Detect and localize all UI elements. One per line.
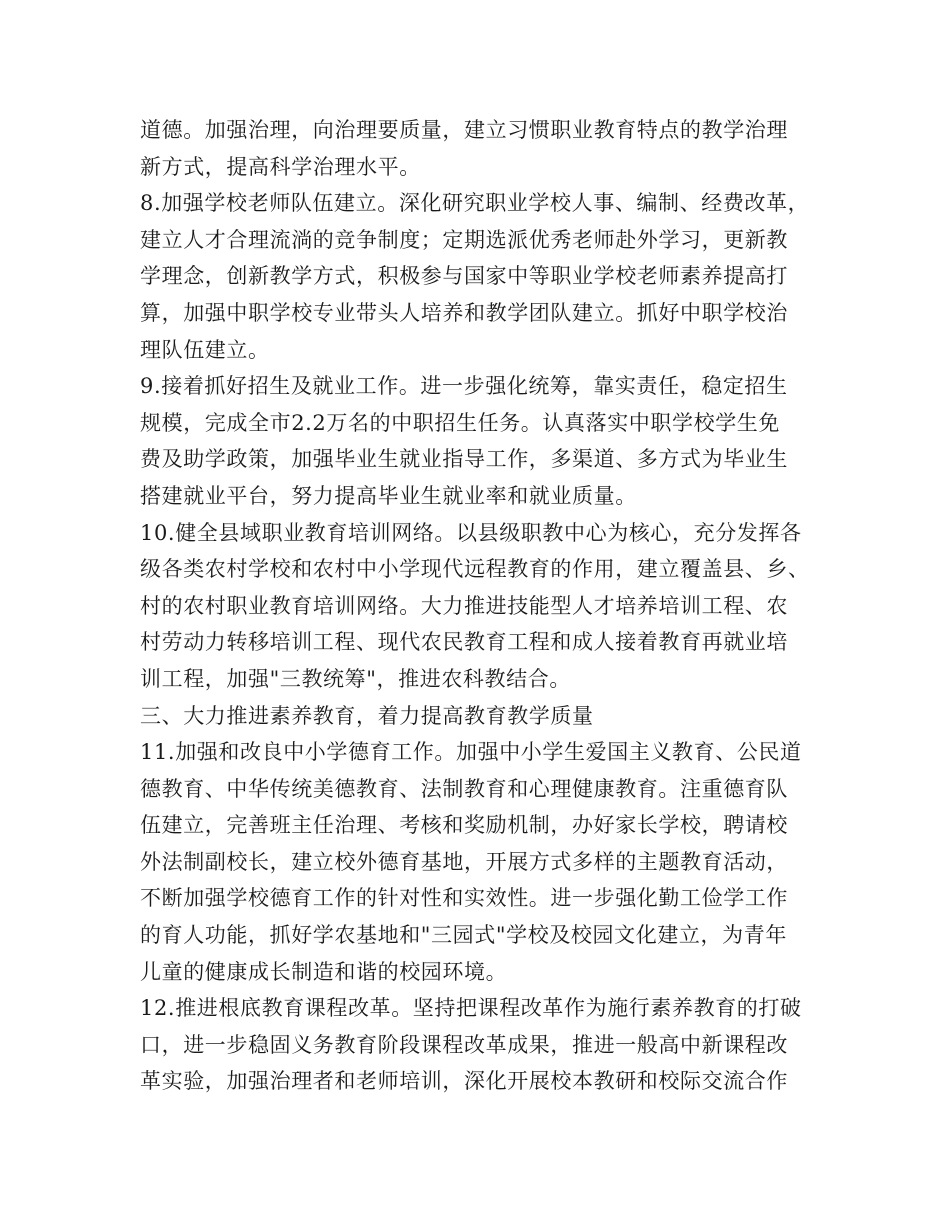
text-line: 的育人功能，抓好学农基地和"三园式"学校及校园文化建立，为青年 [140,923,787,948]
text-line: 村的农村职业教育培训网络。大力推进技能型人才培养培训工程、农 [140,593,788,618]
text-line: 训工程，加强"三教统筹"，推进农科教结合。 [140,666,571,691]
text-line: 村劳动力转移培训工程、现代农民教育工程和成人接着教育再就业培 [140,630,788,655]
document-page [140,112,830,1100]
text-line: 9.接着抓好招生及就业工作。进一步强化统筹，靠实责任，稳定招生 [140,374,788,399]
text-line: 儿童的健康成长制造和谐的校园环境。 [140,959,508,984]
text-line: 口，进一步稳固义务教育阶段课程改革成果，推进一般高中新课程改 [140,1032,788,1057]
text-line: 费及助学政策，加强毕业生就业指导工作，多渠道、多方式为毕业生 [140,447,788,472]
text-line: 道德。加强治理，向治理要质量，建立习惯职业教育特点的教学治理 [140,118,788,142]
text-line: 算，加强中职学校专业带头人培养和教学团队建立。抓好中职学校治 [140,300,788,325]
text-line: 12.推进根底教育课程改革。坚持把课程改革作为施行素养教育的打破 [140,996,802,1021]
section-heading: 三、大力推进素养教育，着力提高教育教学质量 [140,703,594,728]
text-line: 革实验，加强治理者和老师培训，深化开展校本教研和校际交流合作 [140,1069,788,1094]
text-line: 级各类农村学校和农村中小学现代远程教育的作用，建立覆盖县、乡、 [140,557,810,582]
text-line: 搭建就业平台，努力提高毕业生就业率和就业质量。 [140,483,637,508]
text-line: 不断加强学校德育工作的针对性和实效性。进一步强化勤工俭学工作 [140,886,788,911]
text-line: 理队伍建立。 [140,337,270,362]
text-line: 学理念，创新教学方式，积极参与国家中等职业学校老师素养提高打 [140,264,788,289]
text-line: 10.健全县域职业教育培训网络。以县级职教中心为核心，充分发挥各 [140,520,802,545]
text-line: 11.加强和改良中小学德育工作。加强中小学生爱国主义教育、公民道 [140,740,802,765]
text-line: 外法制副校长，建立校外德育基地，开展方式多样的主题教育活动， [140,849,788,874]
text-line: 8.加强学校老师队伍建立。深化研究职业学校人事、编制、经费改革， [140,191,810,216]
text-line: 德教育、中华传统美德教育、法制教育和心理健康教育。注重德育队 [140,776,788,801]
text-line: 新方式，提高科学治理水平。 [140,154,421,179]
text-line: 规模，完成全市2.2万名的中职招生任务。认真落实中职学校学生免 [140,410,780,435]
text-line: 建立人才合理流淌的竞争制度；定期选派优秀老师赴外学习，更新教 [140,227,788,252]
text-line: 伍建立，完善班主任治理、考核和奖励机制，办好家长学校，聘请校 [140,813,788,838]
